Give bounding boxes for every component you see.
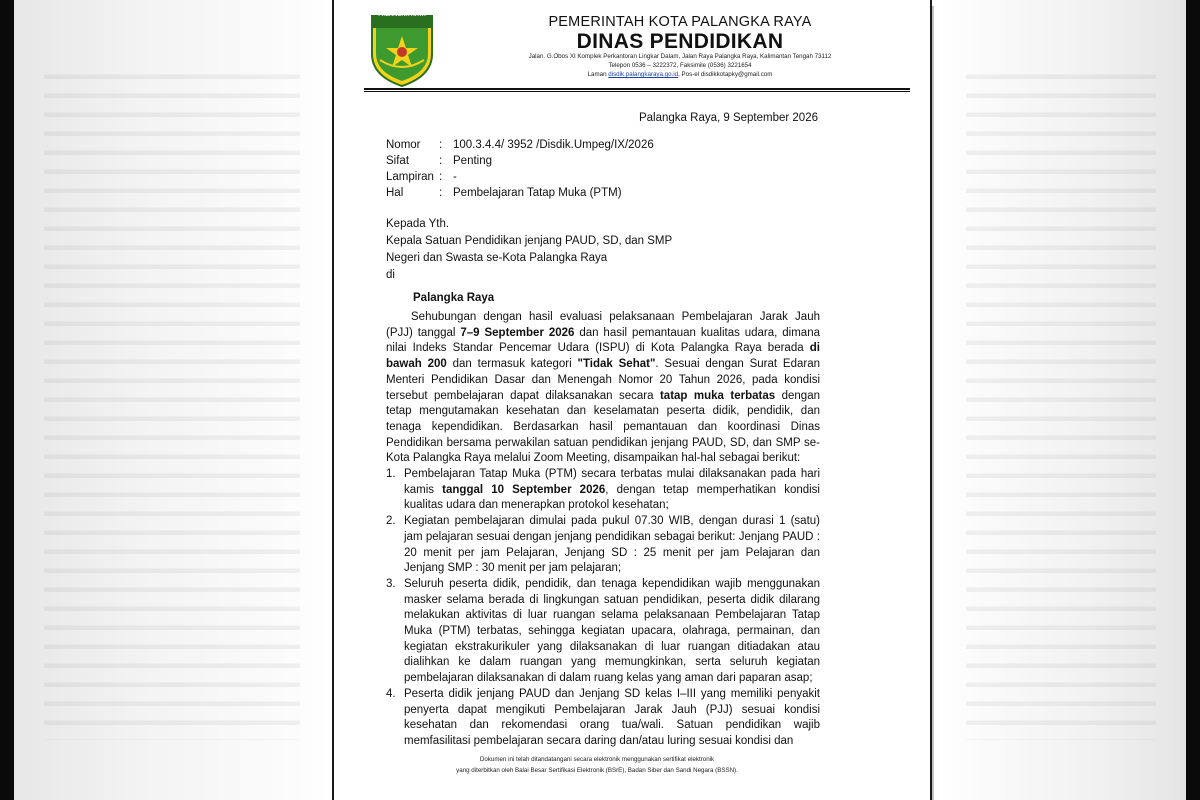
meta-row: Lampiran : - xyxy=(386,171,457,183)
header-address: Jalan. G.Obos XI Komplek Perkantoran Lingkar Dalam, Jalan Raya Palangka Raya, Kalimantan Tengah 73112 xyxy=(528,53,832,60)
list-text: Peserta didik jenjang PAUD dan Jenjang SD kelas I–III yang memiliki penyakit penyerta dapat mengikuti Pembelajaran Jarak Jauh (PJJ) sesuai kondisi kesehatan dan rekomendasi orang tua/wali. Satuan pendidikan wajib memfasilitasi pembelajaran secara daring dan/atau luring sesuai kondisi dan xyxy=(404,687,820,747)
header-contact xyxy=(334,71,930,78)
intro-bold: tatap muka terbatas xyxy=(659,389,776,402)
letter-date: Palangka Raya, 9 September 2026 xyxy=(638,112,818,124)
footer-line1: Dokumen ini telah ditandatangani secara elektronik menggunakan sertifikat elektronik xyxy=(479,756,715,763)
government-name: PEMERINTAH KOTA PALANGKA RAYA xyxy=(548,14,812,30)
meta-value: - xyxy=(453,171,457,183)
meta-value: Pembelajaran Tatap Muka (PTM) xyxy=(453,187,622,199)
right-blurred-background xyxy=(936,0,1186,800)
list-number: 3. xyxy=(386,577,396,590)
intro-text: Sehubungan dengan hasil evaluasi pelaksanaan Pembelajaran Jarak Jauh (PJJ) tanggal xyxy=(386,311,820,339)
header-phone: Telepon 0536 – 3222372, Faksimile (0536) 3221654 xyxy=(608,62,752,69)
logo-caption: PALANGKA RAYA xyxy=(378,12,426,18)
footer-line2: yang diterbitkan oleh Balai Besar Sertifikasi Elektronik (BSrE), Badan Siber dan Sandi Negara (BSSN). xyxy=(456,767,738,774)
intro-bold: "Tidak Sehat" xyxy=(577,358,656,371)
left-blurred-background xyxy=(14,0,330,800)
header-rule-thin xyxy=(364,91,910,92)
list-number: 1. xyxy=(386,468,396,481)
intro-bold: di bawah 200 xyxy=(386,342,820,371)
instruction-list xyxy=(386,467,820,750)
letter-document xyxy=(332,0,932,800)
left-black-frame xyxy=(0,0,14,800)
recipient-di: di xyxy=(386,269,395,281)
email-text: , Pos-el disdikkotapky@gmail.com xyxy=(678,71,773,78)
meta-value: Penting xyxy=(453,155,493,167)
intro-text: dan hasil pemantauan kualitas udara, dimana nilai Indeks Standar Pencemar Udara (ISPU) di Kota Palangka Raya berada xyxy=(386,326,820,355)
recipient-city: Palangka Raya xyxy=(413,292,495,304)
intro-text: dan termasuk kategori xyxy=(446,358,578,371)
meta-key: Lampiran xyxy=(386,171,434,183)
recipient-block xyxy=(386,216,672,307)
recipient-line1: Kepala Satuan Pendidikan jenjang PAUD, SD, dan SMP xyxy=(386,235,673,247)
right-black-frame xyxy=(1186,0,1200,800)
intro-bold: 7–9 September 2026 xyxy=(460,326,575,339)
recipient-greeting: Kepada Yth. xyxy=(386,218,450,230)
recipient-line2: Negeri dan Swasta se-Kota Palangka Raya xyxy=(386,252,608,264)
letter-meta xyxy=(386,137,654,201)
meta-key: Sifat xyxy=(386,155,410,167)
header-rule-thick xyxy=(364,88,910,90)
list-item xyxy=(386,577,820,687)
letter-body xyxy=(386,310,820,750)
intro-text: . Sesuai dengan Surat Edaran Menteri Pendidikan Dasar dan Menengah Nomor 20 Tahun 2026, pada kondisi tersebut pembelajaran dapat dilaksanakan secara xyxy=(386,358,821,402)
intro-paragraph xyxy=(386,310,820,467)
meta-value: 100.3.4.4/ 3952 /Disdik.Umpeg/IX/2026 xyxy=(453,139,654,151)
department-name: DINAS PENDIDIKAN xyxy=(576,30,784,53)
intro-text: dengan tetap mengutamakan kesehatan dan keselamatan peserta didik, pendidik, dan tenaga kependidikan. Berdasarkan hasil pemantauan dan koordinasi Dinas Pendidikan bersama perwakilan satuan pendidikan jenjang PAUD, SD, dan SMP se-Kota Palangka Raya melalui Zoom Meeting, disampaikan hal-hal sebagai berikut: xyxy=(386,389,820,465)
list-number: 4. xyxy=(386,687,396,700)
list-number: 2. xyxy=(386,515,396,528)
list-item xyxy=(386,467,820,514)
meta-row: Nomor : 100.3.4.4/ 3952 /Disdik.Umpeg/IX/2026 xyxy=(386,139,654,151)
list-text: Seluruh peserta didik, pendidik, dan tenaga kependidikan wajib menggunakan masker selama berada di lingkungan satuan pendidikan, peserta didik dilarang melakukan aktivitas di luar ruangan selama pelaksanaan Pembelajaran Tatap Muka (PTM) terbatas, sehingga kegiatan upacara, olahraga, permainan, dan kegiatan ekstrakurikuler yang dilaksanakan di luar ruangan ditiadakan atau dialihkan ke dalam ruangan yang memungkinkan, serta seluruh kegiatan pembelajaran dilaksanakan di dalam ruang kelas yang aman dari paparan asap; xyxy=(404,577,820,685)
list-item xyxy=(386,687,820,750)
esign-footer xyxy=(334,754,860,776)
meta-row: Sifat : Penting xyxy=(386,155,493,167)
meta-key: Hal xyxy=(386,187,404,199)
website-link[interactable]: disdik.palangkaraya.go.id xyxy=(608,71,679,78)
meta-key: Nomor xyxy=(386,139,421,151)
list-text: Kegiatan pembelajaran dimulai pada pukul 07.30 WIB, dengan durasi 1 (satu) jam pelajaran sesuai dengan jenjang pendidikan sebagai berikut: Jenjang PAUD : 20 menit per jam Pelajaran, Jenjang SD : 25 menit per jam Pelajaran dan Jenjang SMP : 30 menit per jam pelajaran; xyxy=(404,515,820,575)
list-text: Pembelajaran Tatap Muka (PTM) secara terbatas mulai dilaksanakan pada hari kamis tanggal 10 September 2026, dengan tetap memperhatikan kondisi kualitas udara dan menerapkan protokol kesehatan; xyxy=(404,468,820,512)
meta-row: Hal : Pembelajaran Tatap Muka (PTM) xyxy=(386,187,622,199)
list-item xyxy=(386,514,820,577)
web-label: Laman xyxy=(587,71,607,78)
